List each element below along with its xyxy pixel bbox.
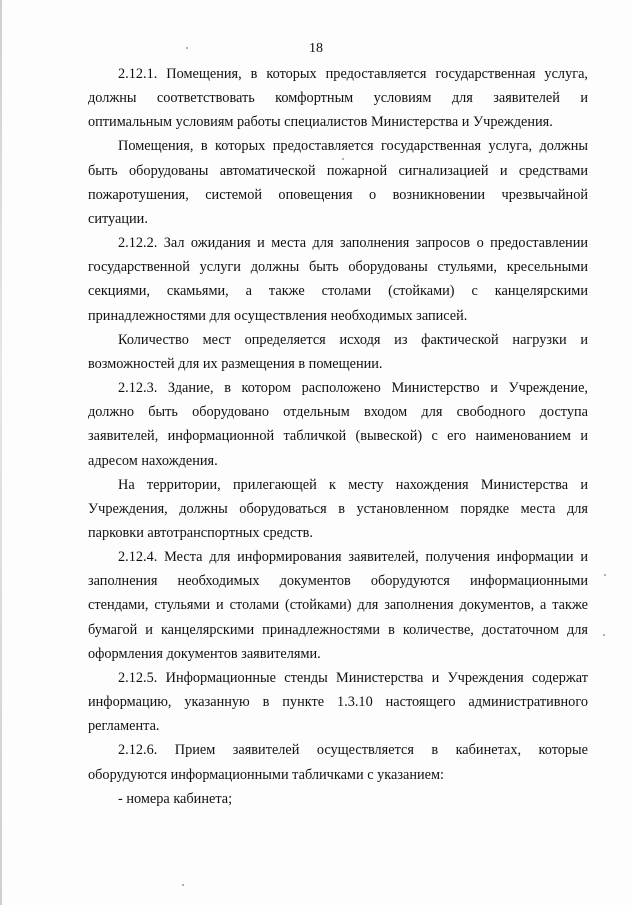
text-line: должны соответствовать комфортным условиям для заявителей и [88,90,588,107]
scan-speck [603,634,605,636]
text-line: 2.12.5. Информационные стенды Министерства и Учреждения содержат [118,669,588,686]
scan-speck [342,158,344,160]
text-line: Помещения, в которых предоставляется государственная услуга, должны [118,138,588,155]
list-item-cabinet-number [88,787,588,811]
paragraph-2-12-5 [88,666,588,738]
text-line: 2.12.1. Помещения, в которых предоставляется государственная услуга, [118,66,588,82]
paragraph-2-12-1 [88,62,588,134]
text-line: оформления документов заявителями. [88,645,321,662]
text-line: Учреждения, должны оборудоваться в установленном порядке места для [88,500,588,517]
scan-edge [0,0,2,905]
text-line: заявителей, информационной табличкой (вывеской) с его наименованием и [88,428,588,445]
text-line: 2.12.3. Здание, в котором расположено Министерство и Учреждение, [118,380,588,397]
scan-speck [186,47,188,49]
document-body [88,62,588,811]
text-line: На территории, прилегающей к месту нахождения Министерства и [118,476,588,493]
scan-speck [182,884,184,886]
text-line: 2.12.2. Зал ожидания и места для заполнения запросов о предоставлении [118,235,588,252]
paragraph-2-12-3 [88,376,588,473]
text-line: стендами, стульями и столами (стойками) для заполнения документов, а также [88,597,588,614]
text-line: заполнения необходимых документов оборудуются информационными [88,573,588,590]
text-line: оптимальным условиям работы специалистов Министерства и Учреждения. [88,114,553,131]
text-line: адресом нахождения. [88,452,218,469]
paragraph-2-12-2 [88,231,588,328]
page-number: 18 [309,41,323,56]
text-line: - номера кабинета; [118,790,233,807]
paragraph-2-12-4 [88,545,588,666]
text-line: ситуации. [88,210,148,227]
text-line: оборудуются информационными табличками с указанием: [88,766,444,783]
text-line: информацию, указанную в пункте 1.3.10 настоящего административного [88,694,588,711]
text-line: возможностей для их размещения в помещении. [88,355,383,372]
paragraph-2-12-6 [88,738,588,786]
text-line: регламента. [88,718,160,735]
text-line: 2.12.4. Места для информирования заявителей, получения информации и [118,549,588,566]
text-line: бумагой и канцелярскими принадлежностями в количестве, достаточном для [88,621,588,638]
text-line: государственной услуги должны быть оборудованы стульями, кресельными [88,259,588,276]
text-line: Количество мест определяется исходя из фактической нагрузки и [118,331,588,348]
paragraph-seat-count [88,328,588,376]
text-line: принадлежностями для осуществления необходимых записей. [88,307,468,324]
scan-speck [604,574,606,576]
text-line: парковки автотранспортных средств. [88,524,313,541]
text-line: 2.12.6. Прием заявителей осуществляется в кабинетах, которые [118,742,588,759]
text-line: быть оборудованы автоматической пожарной сигнализацией и средствами [88,162,588,179]
paragraph-parking [88,473,588,545]
text-line: секциями, скамьями, а также столами (стойками) с канцелярскими [88,283,588,300]
text-line: пожаротушения, системой оповещения о возникновении чрезвычайной [88,186,588,203]
text-line: должно быть оборудовано отдельным входом для свободного доступа [88,404,588,421]
paragraph-fire-safety [88,134,588,231]
